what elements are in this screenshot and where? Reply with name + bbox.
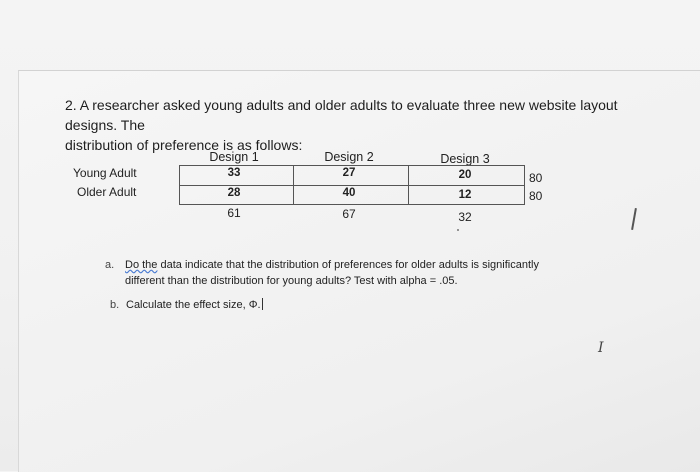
row-total-young-adult: 80 — [529, 171, 543, 185]
column-total-design-2: 67 — [342, 207, 356, 221]
table-cell: 28 — [227, 187, 241, 199]
text-cursor-icon: I — [598, 340, 604, 356]
table-cell: 27 — [342, 167, 356, 179]
column-header-design-2: Design 2 — [324, 150, 374, 164]
column-header-design-3: Design 3 — [440, 152, 490, 166]
table-cell: 20 — [458, 169, 472, 181]
table-cell: 40 — [342, 187, 356, 199]
question-line-1: 2. A researcher asked young adults and older adults to evaluate three new website layout designs. The — [65, 97, 618, 133]
table-row-divider — [180, 185, 524, 186]
question-text — [65, 95, 665, 155]
part-b-marker: b. — [110, 299, 120, 311]
column-header-design-1: Design 1 — [209, 150, 259, 164]
column-total-design-3: 32 — [458, 210, 472, 224]
part-a-marker: a. — [105, 259, 115, 271]
part-a-line-2: different than the distribution for young adults? Test with alpha = .05. — [125, 275, 458, 287]
row-total-older-adult: 80 — [529, 189, 543, 203]
table-col-divider — [408, 166, 409, 204]
part-b-line[interactable] — [110, 298, 263, 313]
row-label-older-adult: Older Adult — [77, 185, 137, 199]
spellcheck-underlined-text: Do the — [125, 259, 158, 271]
part-b-text: Calculate the effect size, Φ. — [126, 299, 261, 311]
row-label-young-adult: Young Adult — [73, 166, 137, 180]
column-total-design-1: 61 — [227, 206, 241, 220]
part-a-text: data indicate that the distribution of preferences for older adults is significantly — [157, 259, 539, 271]
stray-dot — [457, 229, 459, 231]
part-a-line-1 — [105, 258, 539, 273]
question-line-2: distribution of preference is as follows: — [65, 137, 303, 153]
table-cell: 33 — [227, 167, 241, 179]
text-caret — [262, 298, 263, 310]
table-cell: 12 — [458, 189, 472, 201]
